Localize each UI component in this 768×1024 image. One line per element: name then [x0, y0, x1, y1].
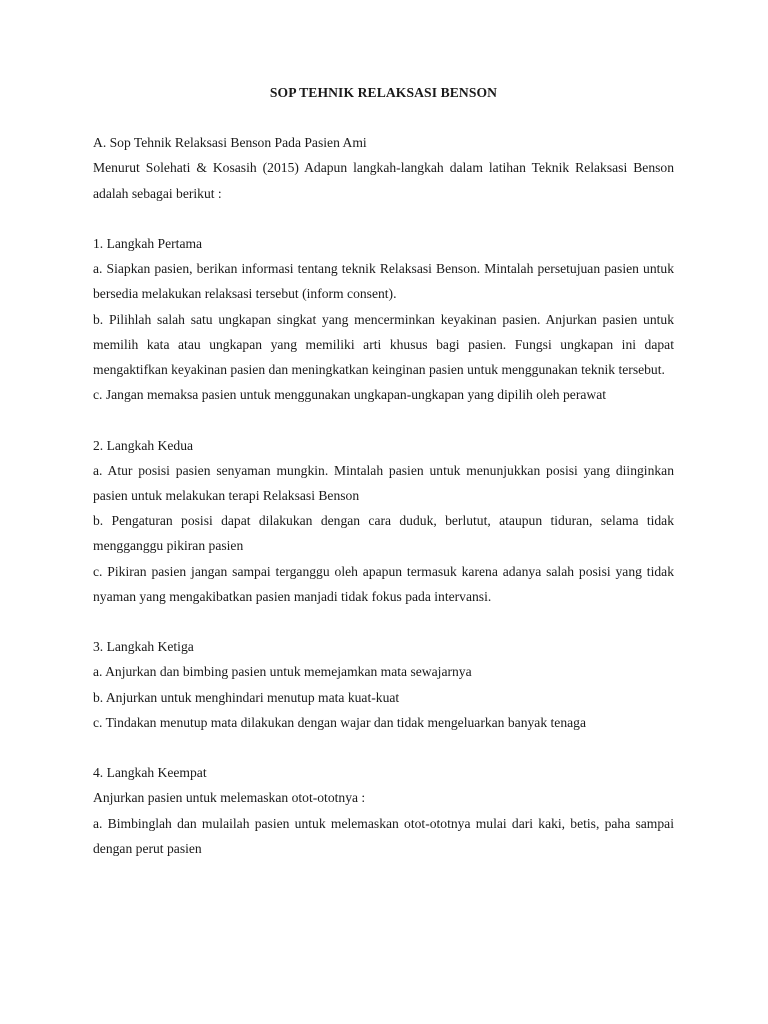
spacer [93, 407, 674, 432]
step-1-item-b: b. Pilihlah salah satu ungkapan singkat yang mencerminkan keyakinan pasien. Anjurkan pasien untuk memilih kata atau ungkapan yang memiliki arti khusus bagi pasien. Fungsi ungkapan ini dapat mengaktifkan keyakinan pasien dan meningkatkan keinginan pasien untuk menggunakan teknik tersebut. [93, 311, 674, 378]
step-2-item-c: c. Pikiran pasien jangan sampai terganggu oleh apapun termasuk karena adanya salah posisi yang tidak nyaman yang mengakibatkan pasien manjadi tidak fokus pada intervansi. [93, 563, 674, 604]
intro-paragraph: Menurut Solehati & Kosasih (2015) Adapun langkah-langkah dalam latihan Teknik Relaksasi Benson adalah sebagai berikut : [93, 160, 674, 201]
step-2-heading: 2. Langkah Kedua [93, 437, 194, 453]
section-heading: A. Sop Tehnik Relaksasi Benson Pada Pasien Ami [93, 135, 367, 151]
step-1-heading: 1. Langkah Pertama [93, 236, 203, 251]
step-1-item-c: c. Jangan memaksa pasien untuk menggunakan ungkapan-ungkapan yang dipilih oleh perawat [93, 387, 607, 403]
step-4-heading: 4. Langkah Keempat [93, 765, 207, 781]
document-title: SOP TEHNIK RELAKSASI BENSON [269, 85, 498, 100]
step-4-intro: Anjurkan pasien untuk melemaskan otot-ototnya : [93, 790, 366, 806]
spacer [93, 735, 674, 760]
step-4-item-a: a. Bimbinglah dan mulailah pasien untuk melemaskan otot-ototnya mulai dari kaki, betis, paha sampai dengan perut pasien [93, 815, 674, 856]
step-3-heading: 3. Langkah Ketiga [93, 639, 194, 655]
step-3-item-b: b. Anjurkan untuk menghindari menutup mata kuat-kuat [93, 689, 400, 705]
step-2-item-b: b. Pengaturan posisi dapat dilakukan dengan cara duduk, berlutut, ataupun tiduran, selama tidak mengganggu pikiran pasien [93, 513, 674, 554]
document-page [93, 80, 674, 861]
step-1-item-a: a. Siapkan pasien, berikan informasi tentang teknik Relaksasi Benson. Mintalah persetujuan pasien untuk bersedia melakukan relaksasi tersebut (inform consent). [93, 261, 674, 302]
step-3-item-c: c. Tindakan menutup mata dilakukan dengan wajar dan tidak mengeluarkan banyak tenaga [93, 714, 586, 730]
spacer [93, 609, 674, 634]
spacer [93, 206, 674, 231]
step-2-item-a: a. Atur posisi pasien senyaman mungkin. Mintalah pasien untuk menunjukkan posisi yang diinginkan pasien untuk melakukan terapi Relaksasi Benson [93, 462, 674, 504]
step-3-item-a: a. Anjurkan dan bimbing pasien untuk memejamkan mata sewajarnya [93, 664, 472, 680]
